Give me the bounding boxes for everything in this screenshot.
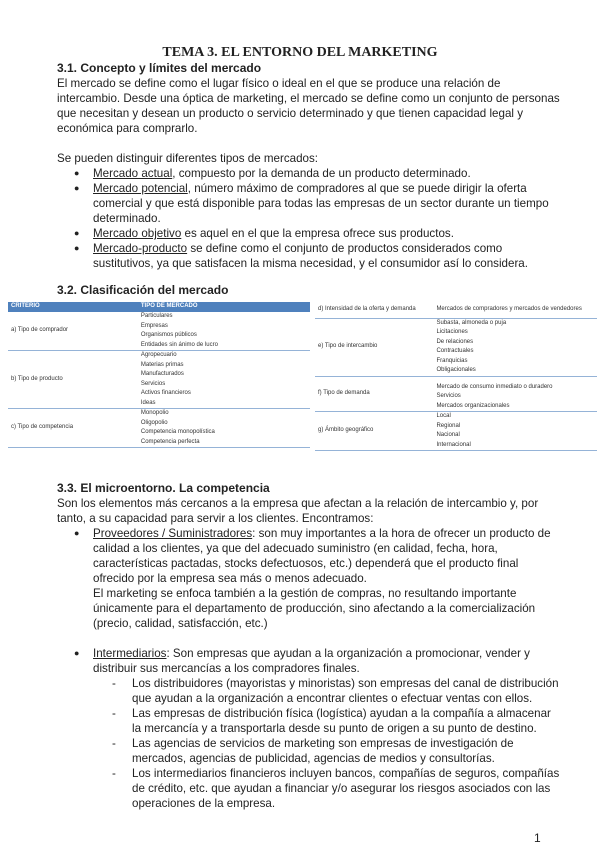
tipo-cell: Materias primas — [140, 361, 184, 368]
table-row — [315, 412, 597, 422]
section-3-2 — [57, 283, 562, 298]
table-row — [8, 312, 310, 322]
tipo-cell: Subasta, almoneda o puja — [436, 319, 507, 326]
page-number: 1 — [534, 831, 541, 845]
term: Intermediarios — [93, 647, 167, 660]
tipo-cell: Competencia perfecta — [138, 438, 310, 448]
market-classification-table-left — [8, 302, 310, 448]
tipo-cell: Servicios — [436, 393, 461, 399]
text: : Son empresas que ayudan a la organización a promocionar, vender y distribuir sus mercancías a los compradores finales. — [93, 647, 530, 675]
term: Mercado actual — [93, 167, 173, 180]
list-item: - Los intermediarios financieros incluyen bancos, compañías de seguros, compañías de crédito, etc. que ayudan a financiar y/o asegurar los riesgos asociados con las operaciones de la empresa. — [57, 766, 562, 811]
paragraph: Se pueden distinguir diferentes tipos de mercados: — [57, 152, 319, 165]
text: : son muy importantes a la hora de ofrecer un producto de calidad a los clientes, ya que del adecuado suministro (en calidad, fecha, hora, características pactadas, stocks defectuosos, etc.) dependerá que el producto final ofrecido por la empresa sea más o menos adecuado. — [93, 527, 551, 585]
paragraph: El mercado se define como el lugar físico o ideal en el que se produce una relación de intercambio. Desde una óptica de marketing, el mercado se define como un conjunto de personas que necesitan y desean un producto o servicio determinado y que tienen capacidad legal y económica para comprarlo. — [57, 77, 560, 135]
list-item — [57, 526, 562, 631]
tipo-cell: Monopolio — [140, 410, 169, 416]
term: Proveedores / Suministradores — [93, 527, 253, 540]
tipo-cell: Local — [436, 413, 451, 419]
column-header: TIPO DE MERCADO — [138, 302, 310, 312]
tipo-cell: De relaciones — [436, 338, 474, 345]
tables-wrapper — [8, 302, 597, 451]
tipo-cell: Regional — [436, 422, 461, 429]
list-item — [57, 646, 562, 676]
criterio-cell: c) Tipo de competencia — [8, 409, 138, 448]
tipo-cell: Licitaciones — [436, 329, 468, 335]
table-row — [315, 318, 597, 328]
tipo-cell: Entidades sin ánimo de lucro — [138, 341, 310, 351]
list-item: - Los distribuidores (mayoristas y minoristas) son empresas del canal de distribución que ayudan a la organización a encontrar clientes o efectuar ventas con ellos. — [57, 676, 562, 706]
criterio-cell: e) Tipo de intercambio — [315, 318, 433, 376]
tipo-cell: Organismos públicos — [140, 332, 197, 338]
tipo-cell: Servicios — [140, 380, 166, 387]
tipo-cell: Franquicias — [436, 357, 468, 364]
text: se define como el conjunto de productos considerados como sustitutivos, ya que satisfacen la misma necesidad, y el consumidor así lo considera. — [93, 242, 528, 270]
criterio-cell: d) Intensidad de la oferta y demanda — [315, 302, 433, 318]
tipo-cell: Activos financieros — [140, 390, 191, 396]
table-row — [315, 376, 597, 392]
paragraph: El marketing se enfoca también a la gestión de compras, no resultando importante únicamente para el departamento de producción, sino afectando a la comercialización (precio, calidad, satisfacción, etc.) — [93, 587, 536, 630]
tipo-cell: Mercados de compradores y mercados de vendedores — [433, 302, 597, 318]
list-item — [57, 241, 562, 271]
text: , compuesto por la demanda de un producto determinado. — [172, 167, 471, 180]
section-3-1 — [57, 61, 562, 271]
tipo-cell: Mercados organizacionales — [433, 402, 597, 412]
tipo-cell: Empresas — [140, 322, 168, 329]
section-heading: 3.3. El microentorno. La competencia — [57, 481, 270, 495]
list-item — [57, 226, 562, 241]
list-item — [57, 181, 562, 226]
criterio-cell: g) Ámbito geográfico — [315, 412, 433, 451]
column-header: CRITERIO — [8, 302, 138, 312]
text: es aquel en el que la empresa ofrece sus productos. — [181, 227, 454, 240]
table-header-row — [8, 302, 310, 312]
term: Mercado potencial — [93, 182, 188, 195]
tipo-cell: Particulares — [140, 313, 173, 319]
tipo-cell: Competencia monopolística — [140, 429, 215, 435]
text: , número máximo de compradores al que se puede dirigir la oferta comercial y que está disponible para todas las empresas de un sector durante un tiempo determinado. — [93, 182, 549, 225]
section-heading: 3.2. Clasificación del mercado — [57, 283, 229, 297]
tipo-cell: Internacional — [433, 441, 597, 451]
tipo-cell: Oligopolio — [140, 419, 168, 426]
criterio-cell: f) Tipo de demanda — [315, 376, 433, 412]
term: Mercado-producto — [93, 242, 188, 255]
tipo-cell: Ideas — [138, 399, 310, 409]
section-heading: 3.1. Concepto y límites del mercado — [57, 61, 262, 75]
tipo-cell: Contractuales — [436, 348, 474, 354]
market-classification-table-right — [315, 302, 597, 451]
tipo-cell: Mercado de consumo inmediato o duradero — [436, 383, 553, 390]
list-item: - Las agencias de servicios de marketing son empresas de investigación de mercados, agencias de publicidad, agencias de medios y consultorías. — [57, 736, 562, 766]
criterio-cell: a) Tipo de comprador — [8, 312, 138, 351]
term: Mercado objetivo — [93, 227, 182, 240]
tipo-cell: Obligacionales — [433, 366, 597, 376]
table-row — [315, 302, 597, 318]
intermediaries-list — [57, 676, 562, 811]
section-3-3 — [57, 481, 562, 811]
table-row — [8, 409, 310, 419]
tipo-cell: Agropecuario — [140, 352, 177, 358]
tipo-cell: Nacional — [436, 432, 460, 438]
document-title: TEMA 3. EL ENTORNO DEL MARKETING — [162, 45, 438, 60]
list-item: - Las empresas de distribución física (logística) ayudan a la compañía a almacenar la mercancía y a transportarla desde su punto de origen a su punto de destino. — [57, 706, 562, 736]
list-item — [57, 166, 562, 181]
tipo-cell: Manufacturados — [140, 371, 184, 377]
table-row — [8, 351, 310, 361]
market-types-list — [57, 166, 562, 271]
criterio-cell: b) Tipo de producto — [8, 351, 138, 409]
paragraph: Son los elementos más cercanos a la empresa que afectan a la relación de intercambio y, por tanto, a su capacidad para servir a los clientes. Encontramos: — [57, 497, 539, 525]
